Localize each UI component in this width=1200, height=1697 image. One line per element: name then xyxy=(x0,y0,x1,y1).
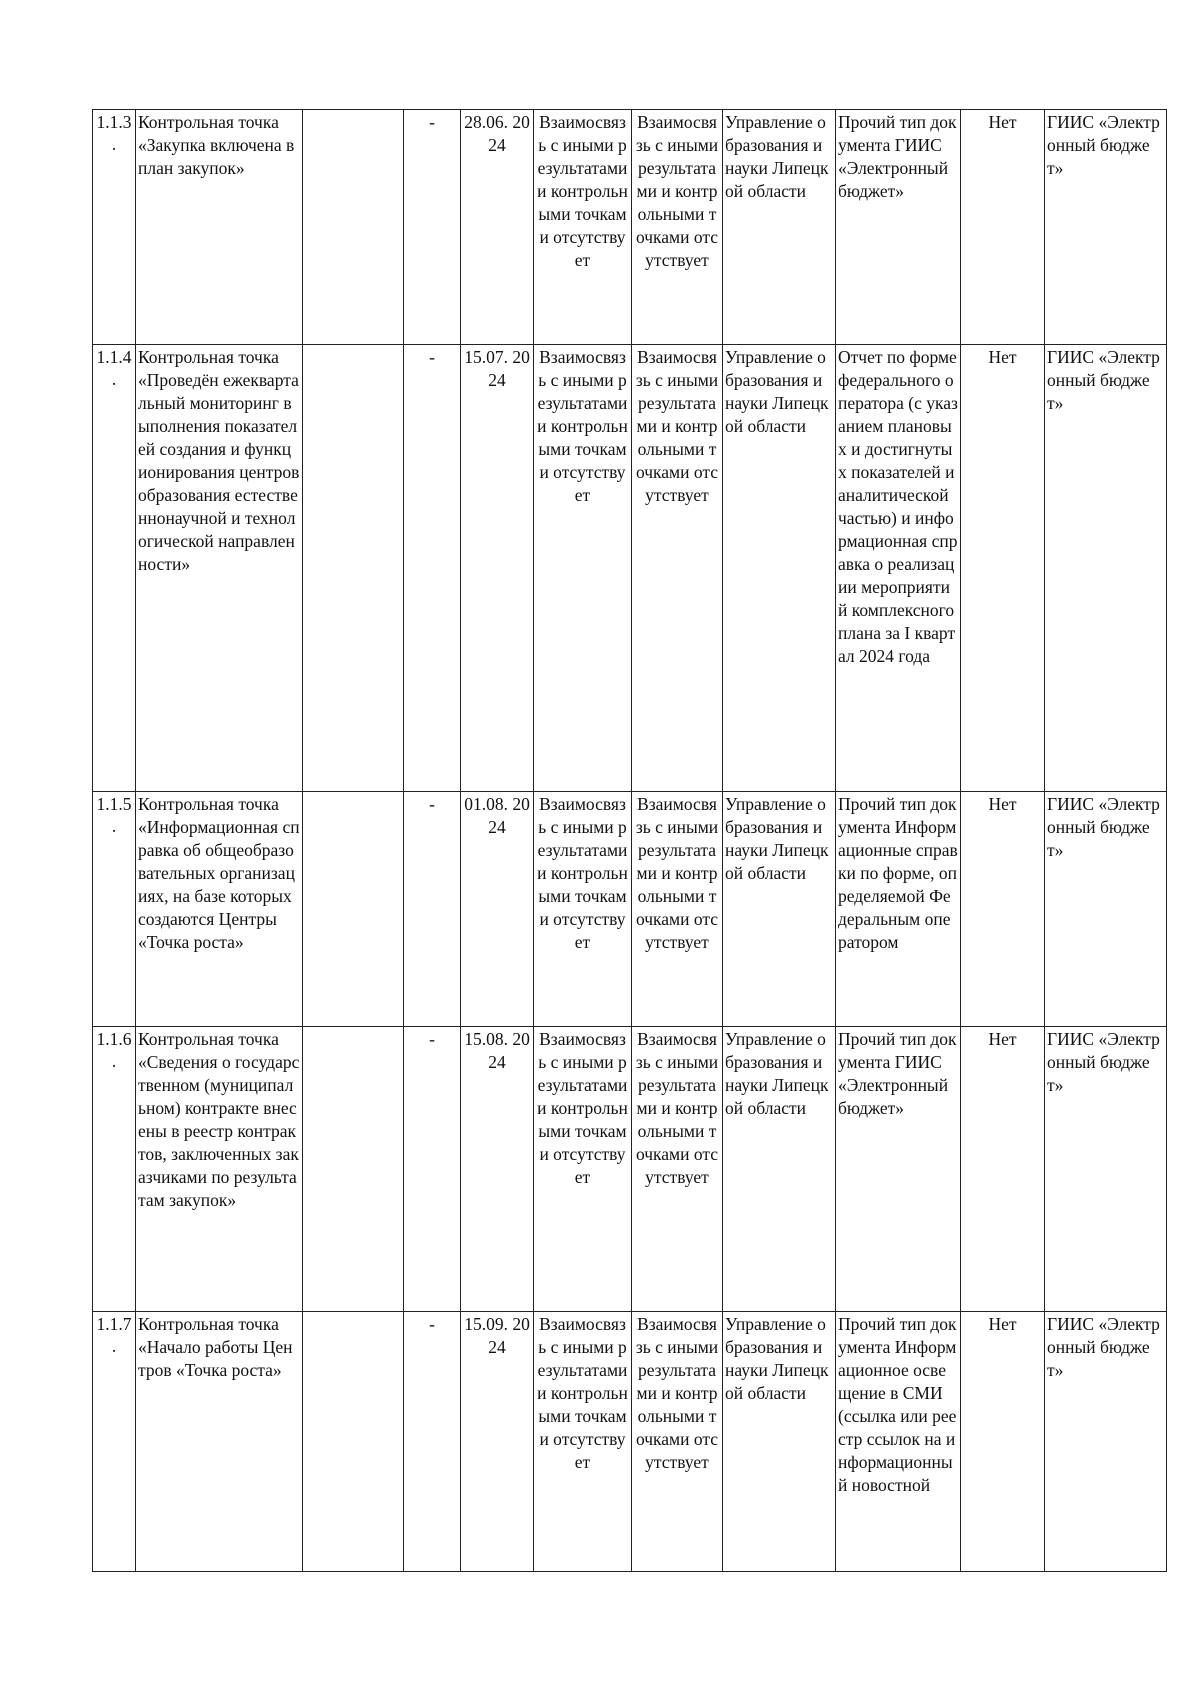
control-point-description: Контрольная точка «Начало работы Центров «Точка роста» xyxy=(136,1312,303,1572)
due-date: 15.07. 2024 xyxy=(461,345,534,792)
empty-cell xyxy=(303,1312,404,1572)
control-point-description: Контрольная точка «Сведения о государственном (муниципальном) контракте внесены в реестр контрактов, заключенных заказчиками по результатам закупок» xyxy=(136,1027,303,1312)
dash-cell: - xyxy=(404,1027,461,1312)
previous-link: Взаимосвязь с иными результатами и контрольными точками отсутствует xyxy=(534,110,632,345)
flag-value: Нет xyxy=(961,792,1045,1027)
previous-link: Взаимосвязь с иными результатами и контрольными точками отсутствует xyxy=(534,345,632,792)
dash-cell: - xyxy=(404,792,461,1027)
flag-value: Нет xyxy=(961,1312,1045,1572)
information-system: ГИИС «Электронный бюджет» xyxy=(1045,1312,1167,1572)
responsible-org: Управление образования и науки Липецкой области xyxy=(723,792,836,1027)
row-number: 1.1.6 . xyxy=(93,1027,136,1312)
information-system: ГИИС «Электронный бюджет» xyxy=(1045,1027,1167,1312)
next-link: Взаимосвязь с иными результатами и контрольными точками отсутствует xyxy=(632,792,723,1027)
previous-link: Взаимосвязь с иными результатами и контрольными точками отсутствует xyxy=(534,1027,632,1312)
flag-value: Нет xyxy=(961,1027,1045,1312)
responsible-org: Управление образования и науки Липецкой области xyxy=(723,1027,836,1312)
next-link: Взаимосвязь с иными результатами и контрольными точками отсутствует xyxy=(632,1027,723,1312)
dash-cell: - xyxy=(404,110,461,345)
dash-cell: - xyxy=(404,1312,461,1572)
next-link: Взаимосвязь с иными результатами и контрольными точками отсутствует xyxy=(632,110,723,345)
due-date: 28.06. 2024 xyxy=(461,110,534,345)
control-point-description: Контрольная точка «Информационная справка об общеобразовательных организациях, на базе которых создаются Центры «Точка роста» xyxy=(136,792,303,1027)
responsible-org: Управление образования и науки Липецкой области xyxy=(723,1312,836,1572)
document-type: Прочий тип документа Информационные справки по форме, определяемой Федеральным оператором xyxy=(836,792,961,1027)
information-system: ГИИС «Электронный бюджет» xyxy=(1045,345,1167,792)
empty-cell xyxy=(303,792,404,1027)
responsible-org: Управление образования и науки Липецкой области xyxy=(723,345,836,792)
table-row xyxy=(93,1027,1167,1312)
information-system: ГИИС «Электронный бюджет» xyxy=(1045,110,1167,345)
document-type: Прочий тип документа ГИИС «Электронный бюджет» xyxy=(836,110,961,345)
document-type: Прочий тип документа ГИИС «Электронный бюджет» xyxy=(836,1027,961,1312)
document-type: Отчет по форме федерального оператора (с указанием плановых и достигнутых показателей и аналитической частью) и информационная справка о реализации мероприятий комплексного плана за I квартал 2024 года xyxy=(836,345,961,792)
table-row xyxy=(93,110,1167,345)
control-point-description: Контрольная точка «Закупка включена в план закупок» xyxy=(136,110,303,345)
flag-value: Нет xyxy=(961,110,1045,345)
control-points-table xyxy=(92,109,1167,1572)
row-number: 1.1.4 . xyxy=(93,345,136,792)
empty-cell xyxy=(303,110,404,345)
control-point-description: Контрольная точка «Проведён ежеквартальный мониторинг выполнения показателей создания и функционирования центров образования естественнонаучной и технологической направленности» xyxy=(136,345,303,792)
row-number: 1.1.7 . xyxy=(93,1312,136,1572)
previous-link: Взаимосвязь с иными результатами и контрольными точками отсутствует xyxy=(534,792,632,1027)
table-row xyxy=(93,792,1167,1027)
due-date: 15.09. 2024 xyxy=(461,1312,534,1572)
document-type: Прочий тип документа Информационное освещение в СМИ (ссылка или реестр ссылок на информационный новостной xyxy=(836,1312,961,1572)
due-date: 15.08. 2024 xyxy=(461,1027,534,1312)
row-number: 1.1.5 . xyxy=(93,792,136,1027)
due-date: 01.08. 2024 xyxy=(461,792,534,1027)
dash-cell: - xyxy=(404,345,461,792)
next-link: Взаимосвязь с иными результатами и контрольными точками отсутствует xyxy=(632,345,723,792)
table-row xyxy=(93,345,1167,792)
flag-value: Нет xyxy=(961,345,1045,792)
row-number: 1.1.3 . xyxy=(93,110,136,345)
next-link: Взаимосвязь с иными результатами и контрольными точками отсутствует xyxy=(632,1312,723,1572)
table-row xyxy=(93,1312,1167,1572)
previous-link: Взаимосвязь с иными результатами и контрольными точками отсутствует xyxy=(534,1312,632,1572)
information-system: ГИИС «Электронный бюджет» xyxy=(1045,792,1167,1027)
empty-cell xyxy=(303,345,404,792)
empty-cell xyxy=(303,1027,404,1312)
responsible-org: Управление образования и науки Липецкой области xyxy=(723,110,836,345)
